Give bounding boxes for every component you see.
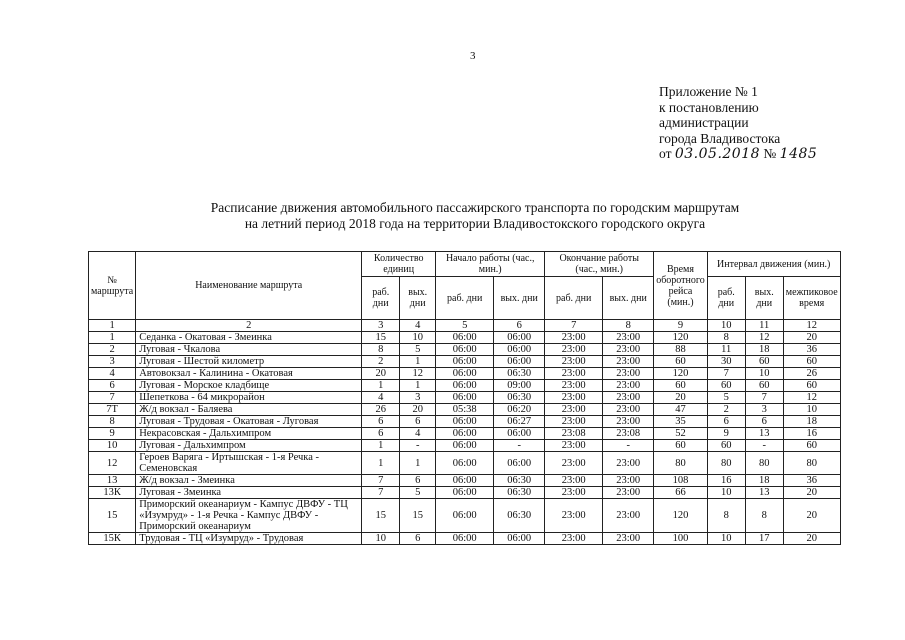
table-cell: 23:08 [603, 428, 654, 440]
table-cell: 2 [362, 356, 400, 368]
table-cell: 8 [745, 499, 783, 533]
header-interval-work: раб. дни [707, 277, 745, 320]
table-cell: 23:00 [545, 368, 603, 380]
table-cell: 23:00 [545, 487, 603, 499]
route-name-cell: Луговая - Змеинка [136, 487, 362, 499]
table-cell: 60 [783, 380, 840, 392]
table-cell: 60 [745, 380, 783, 392]
title-line-1: Расписание движения автомобильного пассажирского транспорта по городским маршрутам [210, 200, 740, 215]
table-cell: 47 [654, 404, 708, 416]
table-cell: 30 [707, 356, 745, 368]
table-cell: 108 [654, 475, 708, 487]
table-cell: 60 [654, 380, 708, 392]
table-cell: 20 [400, 404, 436, 416]
table-cell: 10 [783, 404, 840, 416]
table-cell: 06:00 [436, 452, 494, 475]
table-cell: 60 [707, 380, 745, 392]
route-number-cell: 12 [89, 452, 136, 475]
column-number-row [89, 320, 841, 332]
table-cell: 7 [362, 487, 400, 499]
header-end: Окончание работы (час., мин.) [545, 252, 654, 277]
header-interval-weekend: вых. дни [745, 277, 783, 320]
table-cell: 52 [654, 428, 708, 440]
header-start-weekend: вых. дни [494, 277, 545, 320]
col-num: 1 [89, 320, 136, 332]
table-cell: 9 [707, 428, 745, 440]
route-name-cell: Луговая - Шестой километр [136, 356, 362, 368]
table-cell: 06:27 [494, 416, 545, 428]
table-cell: 2 [707, 404, 745, 416]
header-units: Количество единиц [362, 252, 436, 277]
table-cell: 80 [783, 452, 840, 475]
table-cell: 15 [400, 499, 436, 533]
table-cell: 20 [783, 487, 840, 499]
table-cell: 7 [745, 392, 783, 404]
table-cell: 6 [362, 416, 400, 428]
table-cell: - [494, 440, 545, 452]
table-cell: 23:00 [603, 499, 654, 533]
header-route-no: № маршрута [89, 252, 136, 320]
table-cell: 06:30 [494, 368, 545, 380]
table-cell: 60 [707, 440, 745, 452]
table-cell: 12 [745, 332, 783, 344]
route-name-cell: Некрасовская - Дальхимпром [136, 428, 362, 440]
table-cell: 23:00 [545, 380, 603, 392]
table-row [89, 416, 841, 428]
table-cell: 23:00 [603, 332, 654, 344]
table-cell: 18 [745, 344, 783, 356]
table-cell: 3 [400, 392, 436, 404]
table-cell: 23:00 [545, 533, 603, 545]
table-cell: 16 [707, 475, 745, 487]
col-num: 4 [400, 320, 436, 332]
route-number-cell: 10 [89, 440, 136, 452]
table-row [89, 392, 841, 404]
table-cell: 6 [707, 416, 745, 428]
route-name-cell: Автовокзал - Калинина - Окатовая [136, 368, 362, 380]
table-cell: 60 [783, 440, 840, 452]
table-cell: 06:00 [494, 332, 545, 344]
table-cell: 1 [400, 356, 436, 368]
table-cell: 20 [783, 533, 840, 545]
table-cell: 15 [362, 332, 400, 344]
table-cell: 5 [707, 392, 745, 404]
header-units-work: раб. дни [362, 277, 400, 320]
table-row [89, 368, 841, 380]
table-cell: 06:00 [436, 356, 494, 368]
table-cell: 26 [783, 368, 840, 380]
header-turnaround: Время оборотного рейса (мин.) [654, 252, 708, 320]
col-num: 9 [654, 320, 708, 332]
route-name-cell: Седанка - Окатовая - Змеинка [136, 332, 362, 344]
table-cell: 23:00 [545, 452, 603, 475]
appendix-line-4: города Владивостока [659, 130, 781, 146]
header-end-weekend: вых. дни [603, 277, 654, 320]
route-number-cell: 6 [89, 380, 136, 392]
table-cell: 120 [654, 332, 708, 344]
route-number-cell: 8 [89, 416, 136, 428]
route-name-cell: Ж/д вокзал - Змеинка [136, 475, 362, 487]
date-prefix: от [659, 146, 672, 161]
table-cell: 20 [654, 392, 708, 404]
table-cell: 06:20 [494, 404, 545, 416]
table-cell: 06:00 [436, 392, 494, 404]
table-cell: 06:00 [494, 344, 545, 356]
appendix-line-2: к постановлению [659, 99, 759, 115]
table-cell: 06:00 [436, 428, 494, 440]
table-cell: 12 [400, 368, 436, 380]
table-cell: 23:00 [603, 416, 654, 428]
table-cell: - [400, 440, 436, 452]
table-cell: 20 [783, 332, 840, 344]
route-number-cell: 7 [89, 392, 136, 404]
table-row [89, 380, 841, 392]
route-name-cell: Ж/д вокзал - Баляева [136, 404, 362, 416]
route-number-cell: 15К [89, 533, 136, 545]
table-cell: 7 [362, 475, 400, 487]
table-cell: 06:00 [436, 475, 494, 487]
table-cell: 5 [400, 344, 436, 356]
table-cell: 06:00 [436, 344, 494, 356]
col-num: 10 [707, 320, 745, 332]
table-cell: 06:30 [494, 487, 545, 499]
table-cell: 23:00 [545, 440, 603, 452]
table-cell: 09:00 [494, 380, 545, 392]
table-cell: 23:00 [603, 380, 654, 392]
table-cell: 8 [362, 344, 400, 356]
route-name-cell: Луговая - Морское кладбище [136, 380, 362, 392]
table-row [89, 428, 841, 440]
appendix-line-1: Приложение № 1 [659, 84, 758, 99]
col-num: 8 [603, 320, 654, 332]
table-row [89, 356, 841, 368]
route-number-cell: 13 [89, 475, 136, 487]
table-cell: 23:00 [545, 416, 603, 428]
table-cell: 23:00 [545, 475, 603, 487]
route-name-cell: Шепеткова - 64 микрорайон [136, 392, 362, 404]
table-row [89, 404, 841, 416]
table-cell: 35 [654, 416, 708, 428]
table-cell: 6 [400, 416, 436, 428]
table-cell: 1 [400, 452, 436, 475]
page-number: 3 [470, 50, 476, 62]
table-cell: 1 [362, 380, 400, 392]
table-cell: 26 [362, 404, 400, 416]
table-cell: 23:00 [603, 452, 654, 475]
table-cell: 18 [783, 416, 840, 428]
table-row [89, 487, 841, 499]
table-cell: 6 [362, 428, 400, 440]
table-cell: 10 [707, 533, 745, 545]
table-row [89, 452, 841, 475]
table-row [89, 533, 841, 545]
table-cell: 06:00 [436, 440, 494, 452]
table-cell: 8 [707, 332, 745, 344]
table-cell: 6 [400, 533, 436, 545]
table-row [89, 332, 841, 344]
route-name-cell: Трудовая - ТЦ «Изумруд» - Трудовая [136, 533, 362, 545]
table-cell: 66 [654, 487, 708, 499]
table-cell: 06:30 [494, 392, 545, 404]
table-cell: 06:00 [436, 487, 494, 499]
route-name-cell: Луговая - Трудовая - Окатовая - Луговая [136, 416, 362, 428]
route-number-cell: 1 [89, 332, 136, 344]
table-cell: 23:00 [545, 392, 603, 404]
route-name-cell: Героев Варяга - Иртышская - 1-я Речка - Семеновская [136, 452, 362, 475]
header-interval-offpeak: межпиковое время [783, 277, 840, 320]
col-num: 3 [362, 320, 400, 332]
table-cell: 13 [745, 487, 783, 499]
document-title [180, 200, 770, 232]
appendix-block [659, 84, 817, 163]
table-cell: 15 [362, 499, 400, 533]
table-cell: 06:00 [494, 356, 545, 368]
table-cell: 23:00 [603, 344, 654, 356]
table-cell: 10 [745, 368, 783, 380]
route-number-cell: 15 [89, 499, 136, 533]
header-start: Начало работы (час., мин.) [436, 252, 545, 277]
table-cell: 80 [707, 452, 745, 475]
table-cell: 80 [654, 452, 708, 475]
table-cell: 36 [783, 344, 840, 356]
table-cell: 120 [654, 368, 708, 380]
table-cell: 10 [707, 487, 745, 499]
table-cell: 06:00 [436, 416, 494, 428]
table-cell: 06:00 [436, 332, 494, 344]
table-cell: 8 [707, 499, 745, 533]
route-number-cell: 3 [89, 356, 136, 368]
table-cell: 36 [783, 475, 840, 487]
table-cell: 23:00 [545, 356, 603, 368]
table-cell: 23:08 [545, 428, 603, 440]
handwritten-number: 1485 [779, 146, 818, 162]
table-cell: 12 [783, 392, 840, 404]
table-cell: 23:00 [603, 404, 654, 416]
col-num: 5 [436, 320, 494, 332]
table-row [89, 440, 841, 452]
table-cell: 23:00 [603, 487, 654, 499]
header-end-work: раб. дни [545, 277, 603, 320]
table-cell: 10 [400, 332, 436, 344]
col-num: 6 [494, 320, 545, 332]
table-cell: 5 [400, 487, 436, 499]
handwritten-date: 03.05.2018 [674, 146, 761, 162]
col-num: 7 [545, 320, 603, 332]
table-cell: 06:00 [494, 533, 545, 545]
header-units-weekend: вых. дни [400, 277, 436, 320]
header-start-work: раб. дни [436, 277, 494, 320]
route-name-cell: Луговая - Чкалова [136, 344, 362, 356]
table-cell: 23:00 [545, 344, 603, 356]
table-cell: 80 [745, 452, 783, 475]
table-row [89, 344, 841, 356]
table-cell: 20 [362, 368, 400, 380]
table-cell: 60 [654, 356, 708, 368]
table-cell: 7 [707, 368, 745, 380]
table-cell: 06:00 [436, 368, 494, 380]
table-cell: 60 [783, 356, 840, 368]
table-cell: 100 [654, 533, 708, 545]
table-cell: 23:00 [603, 533, 654, 545]
table-cell: 06:00 [436, 380, 494, 392]
table-cell: 1 [362, 452, 400, 475]
table-cell: 13 [745, 428, 783, 440]
table-cell: 06:00 [494, 428, 545, 440]
table-cell: 6 [745, 416, 783, 428]
schedule-table [88, 251, 841, 545]
table-cell: 23:00 [545, 499, 603, 533]
table-cell: - [745, 440, 783, 452]
table-cell: 88 [654, 344, 708, 356]
table-cell: 20 [783, 499, 840, 533]
table-cell: 16 [783, 428, 840, 440]
table-cell: 10 [362, 533, 400, 545]
table-cell: 1 [400, 380, 436, 392]
route-number-cell: 13К [89, 487, 136, 499]
table-cell: 17 [745, 533, 783, 545]
route-number-cell: 9 [89, 428, 136, 440]
table-cell: 06:00 [436, 499, 494, 533]
route-number-cell: 2 [89, 344, 136, 356]
table-cell: 18 [745, 475, 783, 487]
route-number-cell: 4 [89, 368, 136, 380]
table-cell: 06:30 [494, 499, 545, 533]
col-num: 12 [783, 320, 840, 332]
table-cell: 05:38 [436, 404, 494, 416]
table-cell: 06:00 [494, 452, 545, 475]
table-row [89, 499, 841, 533]
table-cell: 4 [362, 392, 400, 404]
number-prefix: № [763, 146, 777, 161]
col-num: 2 [136, 320, 362, 332]
table-cell: 1 [362, 440, 400, 452]
route-name-cell: Луговая - Дальхимпром [136, 440, 362, 452]
table-cell: 23:00 [603, 475, 654, 487]
table-cell: 23:00 [603, 356, 654, 368]
table-cell: 23:00 [603, 368, 654, 380]
table-cell: 11 [707, 344, 745, 356]
appendix-line-3: администрации [659, 115, 749, 130]
table-cell: 60 [745, 356, 783, 368]
route-number-cell: 7Т [89, 404, 136, 416]
header-interval: Интервал движения (мин.) [707, 252, 840, 277]
table-row [89, 475, 841, 487]
table-cell: 3 [745, 404, 783, 416]
table-cell: 60 [654, 440, 708, 452]
table-cell: - [603, 440, 654, 452]
table-cell: 23:00 [545, 332, 603, 344]
table-cell: 120 [654, 499, 708, 533]
table-cell: 6 [400, 475, 436, 487]
title-line-2: на летний период 2018 года на территории Владивостокского городского округа [244, 216, 706, 231]
table-cell: 06:30 [494, 475, 545, 487]
route-name-cell: Приморский океанариум - Кампус ДВФУ - ТЦ «Изумруд» - 1-я Речка - Кампус ДВФУ - Приморский океанариум [136, 499, 362, 533]
table-cell: 4 [400, 428, 436, 440]
table-cell: 23:00 [603, 392, 654, 404]
col-num: 11 [745, 320, 783, 332]
table-cell: 06:00 [436, 533, 494, 545]
table-cell: 23:00 [545, 404, 603, 416]
appendix-date-line [659, 146, 817, 163]
header-route-name: Наименование маршрута [136, 252, 362, 320]
